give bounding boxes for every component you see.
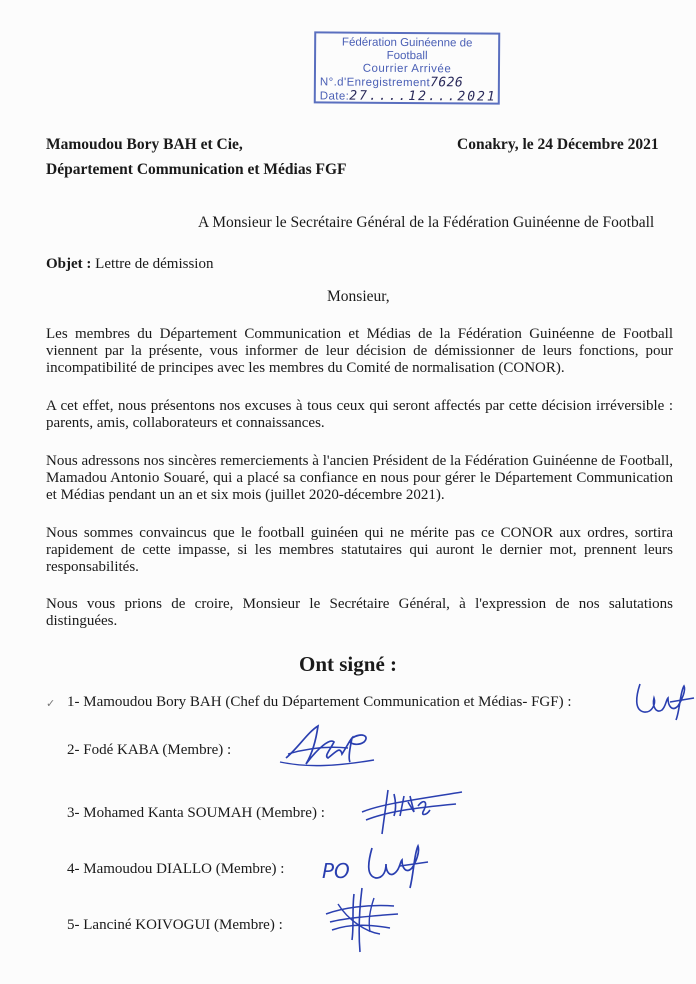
body-paragraph: Nous adressons nos sincères remerciements à l'ancien Président de la Fédération Guinéenne de Football, Mamadou Antonio Souaré, qui a placé sa confiance en nous pour gérer le Département Communication et Médias pendant un an et six mois (juillet 2020-décembre 2021). <box>46 453 673 503</box>
signatory-3: 3- Mohamed Kanta SOUMAH (Membre) : <box>67 805 325 821</box>
pen-mark: ✓ <box>46 698 56 710</box>
subject-text: Lettre de démission <box>91 256 214 272</box>
stamp-date <box>319 88 497 105</box>
signatory-5: 5- Lanciné KOIVOGUI (Membre) : <box>67 917 283 933</box>
signatory-2: 2- Fodé KABA (Membre) : <box>67 742 232 758</box>
body-paragraph: A cet effet, nous présentons nos excuses à tous ceux qui seront affectés par cette décision irréversible : parents, amis, collaborateurs et connaissances. <box>46 398 673 431</box>
signature-3 <box>352 782 472 838</box>
stamp-date-value: 27....12...2021 <box>349 88 497 105</box>
sender-line-1: Mamoudou Bory BAH et Cie, <box>46 136 243 153</box>
signatory-1: 1- Mamoudou Bory BAH (Chef du Département Communication et Médias- FGF) : <box>67 694 572 710</box>
signed-heading: Ont signé : <box>299 652 398 676</box>
reception-stamp <box>314 31 500 104</box>
sender-line-2: Département Communication et Médias FGF <box>46 161 347 178</box>
stamp-org: Fédération Guinéenne de Football <box>341 36 473 63</box>
signature-1 <box>630 676 696 726</box>
body-paragraph: Nous vous prions de croire, Monsieur le Secrétaire Général, à l'expression de nos salutations distinguées. <box>46 596 673 629</box>
stamp-date-label: Date: <box>319 90 350 103</box>
subject-line <box>46 256 213 273</box>
salutation: Monsieur, <box>327 288 390 305</box>
signature-5 <box>318 884 404 956</box>
stamp-num-label: N°.d'Enregistrement <box>319 76 431 90</box>
body-paragraph: Les membres du Département Communication et Médias de la Fédération Guinéenne de Football viennent par la présente, vous informer de leur décision de démissionner de leurs fonctions, pour incompatibilité de principes avec les membres du Comité de normalisation (CONOR). <box>46 326 673 376</box>
signature-4-prefix: PO <box>322 859 350 883</box>
stamp-courrier: Courrier Arrivée <box>362 62 452 76</box>
body-paragraph: Nous sommes convaincus que le football guinéen qui ne mérite pas ce CONOR aux ordres, sortira rapidement de cette impasse, si les membres statutaires qui auront le dernier mot, prennent leurs responsabilités. <box>46 525 673 575</box>
signature-2 <box>278 718 384 780</box>
recipient: A Monsieur le Secrétaire Général de la Fédération Guinéenne de Football <box>198 214 655 231</box>
subject-label: Objet : <box>46 256 92 272</box>
stamp-num-value: 7626 <box>430 75 464 91</box>
place-date: Conakry, le 24 Décembre 2021 <box>457 136 659 153</box>
signatory-4: 4- Mamoudou DIALLO (Membre) : <box>67 861 285 877</box>
